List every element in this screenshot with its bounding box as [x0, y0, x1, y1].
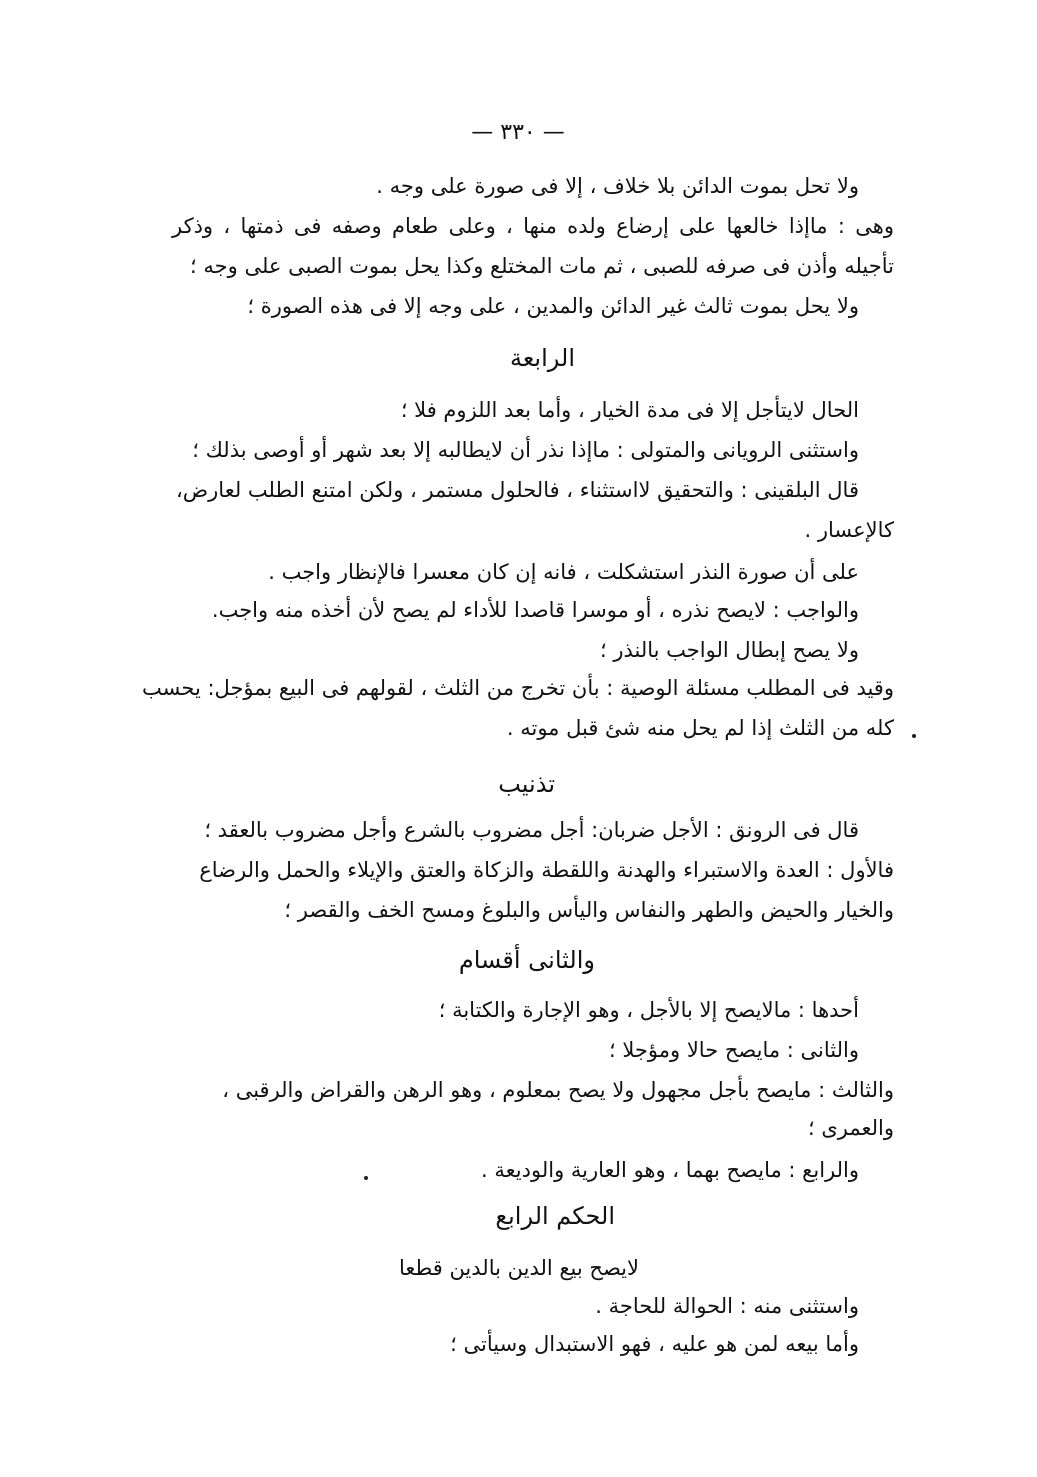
text-line: والعمرى ؛ [807, 1116, 894, 1140]
section-heading: الرابعة [509, 344, 575, 372]
text-line: وهى : ماإذا خالعها على إرضاع ولده منها ، وعلى طعام وصفه فى ذمتها ، وذكر [172, 214, 894, 238]
text-line: ولا يحل بموت ثالث غير الدائن والمدين ، على وجه إلا فى هذه الصورة ؛ [247, 294, 859, 318]
ink-speck [364, 1176, 368, 1180]
text-line: تأجيله وأذن فى صرفه للصبى ، ثم مات المختلع وكذا يحل بموت الصبى على وجه ؛ [190, 254, 894, 278]
text-line: واستثنى الرويانى والمتولى : ماإذا نذر أن لايطالبه إلا بعد شهر أو أوصى بذلك ؛ [192, 438, 859, 462]
text-line: أحدها : مالايصح إلا بالأجل ، وهو الإجارة والكتابة ؛ [438, 998, 859, 1022]
text-line: وأما بيعه لمن هو عليه ، فهو الاستبدال وسيأتى ؛ [450, 1332, 859, 1356]
text-line: واستثنى منه : الحوالة للحاجة . [595, 1294, 859, 1318]
text-line: قال فى الرونق : الأجل ضربان: أجل مضروب بالشرع وأجل مضروب بالعقد ؛ [204, 818, 859, 842]
text-line: والثانى : مايصح حالا ومؤجلا ؛ [609, 1038, 859, 1062]
text-line: لايصح بيع الدين بالدين قطعا [398, 1256, 639, 1280]
ink-speck [912, 734, 916, 738]
text-line: ولا تحل بموت الدائن بلا خلاف ، إلا فى صورة على وجه . [376, 174, 859, 198]
text-line: والواجب : لايصح نذره ، أو موسرا قاصدا للأداء لم يصح لأن أخذه منه واجب. [211, 598, 859, 622]
page-number: — ٣٣٠ — [471, 120, 565, 145]
text-line: وقيد فى المطلب مسئلة الوصية : بأن تخرج من الثلث ، لقولهم فى البيع بمؤجل: يحسب [142, 676, 894, 700]
text-line: والخيار والحيض والطهر والنفاس واليأس والبلوغ ومسح الخف والقصر ؛ [284, 898, 894, 922]
text-line: والثالث : مايصح بأجل مجهول ولا يصح بمعلوم ، وهو الرهن والقراض والرقبى ، [222, 1078, 894, 1102]
section-heading: والثانى أقسام [458, 946, 595, 974]
section-heading: تذنيب [498, 770, 555, 798]
text-line: ولا يصح إبطال الواجب بالنذر ؛ [599, 638, 859, 662]
text-line: الحال لايتأجل إلا فى مدة الخيار ، وأما بعد اللزوم فلا ؛ [400, 398, 859, 422]
text-line: كالإعسار . [804, 518, 894, 542]
text-line: كله من الثلث إذا لم يحل منه شئ قبل موته . [506, 716, 894, 740]
text-line: فالأول : العدة والاستبراء والهدنة واللقطة والزكاة والعتق والإيلاء والحمل والرضاع [199, 858, 894, 882]
text-line: قال البلقينى : والتحقيق لااستثناء ، فالحلول مستمر ، ولكن امتنع الطلب لعارض، [175, 478, 859, 502]
text-line: والرابع : مايصح بهما ، وهو العارية والوديعة . [481, 1158, 859, 1182]
text-line: على أن صورة النذر استشكلت ، فانه إن كان معسرا فالإنظار واجب . [268, 560, 859, 584]
section-heading: الحكم الرابع [495, 1202, 615, 1230]
